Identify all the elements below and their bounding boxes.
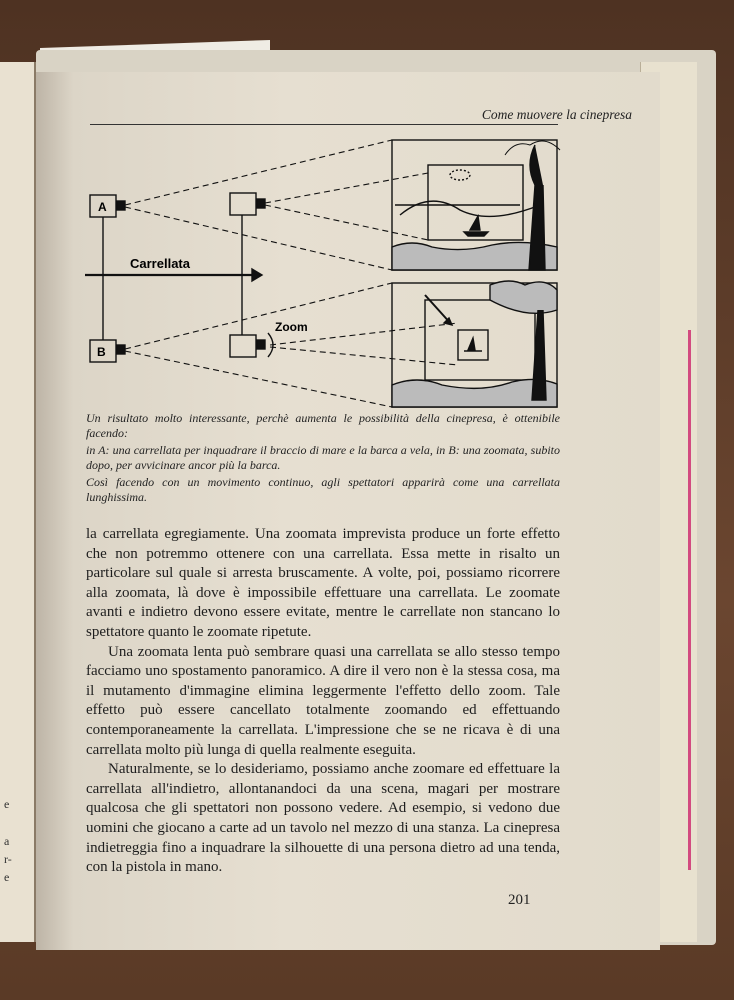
- paragraph: Naturalmente, se lo desideriamo, possiamo anche zoomare ed effettuare la carrellata all'indietro, allontanandoci da una scena, magari per mostrare qualcosa che gli spettatori non possono vedere. Ad esempio, si vedono due uomini che giocano a carte ad un tavolo nel mezzo di una stanza. La cinepresa indietreggia fino a inquadrare la silhouette di una persona dietro ad una tenda, con la pistola in mano.: [86, 761, 560, 876]
- left-fragment: e: [4, 870, 10, 884]
- body-text: [86, 525, 560, 878]
- header-rule: [90, 124, 558, 125]
- figure-caption: [86, 411, 560, 507]
- paragraph: Una zoomata lenta può sembrare quasi una carrellata se allo stesso tempo facciamo uno spostamento panoramico. A dire il vero non è la stessa cosa, ma il mutamento d'immagine elimina leggermente l'effetto dello zoom. Tale effetto può essere cancellato totalmente zoomando ed effettuando contemporaneamente la carrellata. L'impressione che se ne ricava è di una carrellata molto più lunga di quella realmente eseguita.: [86, 643, 560, 758]
- caption-line: in A: una carrellata per inquadrare il braccio di mare e la barca a vela, in B: una zoomata, subito dopo, per avvicinare ancor più la barca.: [86, 443, 560, 472]
- label-b: B: [97, 345, 106, 359]
- caption-line: Così facendo con un movimento continuo, agli spettatori apparirà come una carrellata lunghissima.: [86, 475, 560, 504]
- paragraph: la carrellata egregiamente. Una zoomata imprevista produce un forte effetto che non potremmo ottenere con una carrellata. Essa mette in risalto un particolare sul quale si arresta bruscamente. A volte, poi, possiamo ricorrere alla zoomata, là dove è impossibile effettuare una carrellata. Le zoomate avanti e indietro devono essere evitate, mentre le carrellate non stancano lo spettatore quanto le zoomate ripetute.: [86, 526, 560, 640]
- caption-line: Un risultato molto interessante, perchè aumenta le possibilità della cinepresa, è ottenibile facendo:: [86, 411, 560, 440]
- label-carrellata: Carrellata: [130, 256, 190, 271]
- label-zoom: Zoom: [275, 320, 308, 334]
- camera-middle-top: [230, 193, 256, 215]
- camera-middle-bottom: [230, 335, 256, 357]
- running-head: Come muovere la cinepresa: [481, 107, 632, 122]
- left-fragment: e: [4, 797, 10, 811]
- left-page: [0, 62, 36, 942]
- left-fragment: r-: [4, 852, 12, 866]
- label-a: A: [98, 200, 107, 214]
- page-edge-mark: [688, 330, 691, 870]
- page-number: 201: [508, 892, 531, 908]
- carrellata-zoom-diagram: [80, 135, 570, 410]
- left-fragment: a: [4, 834, 10, 848]
